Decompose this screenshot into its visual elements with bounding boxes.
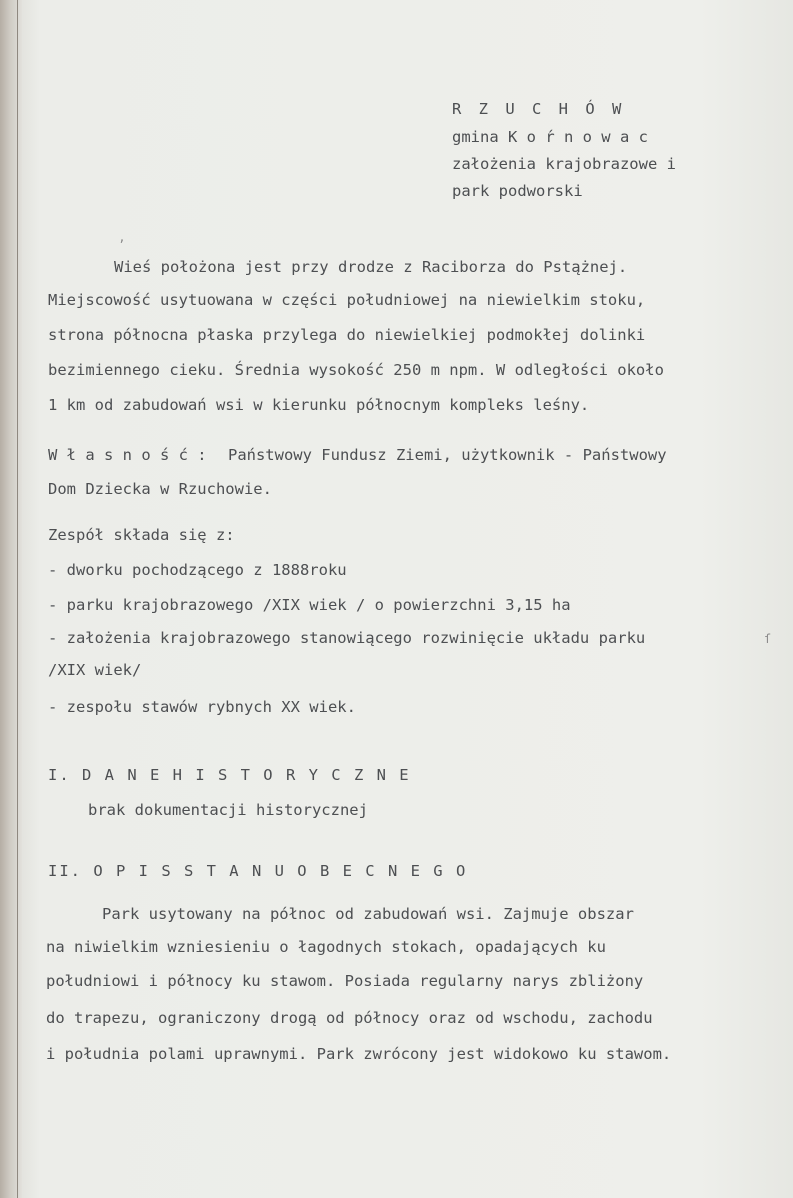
section-2-line-3: południowi i północy ku stawom. Posiada regularny narys zbliżony [46,972,644,990]
section-1-text: brak dokumentacji historycznej [88,801,368,819]
page-binding-edge [0,0,22,1198]
intro-line-2: Miejscowość usytuowana w części południowej na niewielkim stoku, [48,291,646,309]
section-2-line-5: i południa polami uprawnymi. Park zwrócony jest widokowo ku stawom. [46,1045,672,1063]
ownership-label: W ł a s n o ś ć : [48,446,207,464]
ownership-owner: Państwowy Fundusz Ziemi, użytkownik - Państwowy [227,446,667,464]
header-line-4: park podworski [452,182,583,200]
composition-item-4: - zespołu stawów rybnych XX wiek. [48,698,356,716]
composition-item-1: - dworku pochodzącego z 1888roku [48,561,347,579]
binding-fold-line [17,0,18,1198]
composition-item-2: - parku krajobrazowego /XIX wiek / o powierzchni 3,15 ha [48,596,571,614]
section-2-line-4: do trapezu, ograniczony drogą od północy oraz od wschodu, zachodu [46,1009,653,1027]
composition-item-3-cont: /XIX wiek/ [48,661,142,679]
intro-line-3: strona północna płaska przylega do niewielkiej podmokłej dolinki [48,326,646,344]
header-line-3: założenia krajobrazowe i [452,155,676,173]
ownership-line-2: Dom Dziecka w Rzuchowie. [48,480,272,498]
stray-pen-mark: ʼ [118,238,126,252]
composition-item-3: - założenia krajobrazowego stanowiącego rozwinięcie układu parku [48,629,646,647]
margin-mark: ſ [764,632,772,646]
commune-line: gmina K o ́r n o w a c [452,128,648,146]
intro-line-5: 1 km od zabudowań wsi w kierunku północnym kompleks leśny. [48,396,590,414]
intro-line-1: Wieś położona jest przy drodze z Raciborza do Pstążnej. [114,258,628,276]
section-2-heading: II. O P I S S T A N U O B E C N E G O [48,862,468,880]
section-1-heading: I. D A N E H I S T O R Y C Z N E [48,766,411,784]
ownership-line-1 [48,445,667,465]
section-2-line-2: na niwielkim wzniesieniu o łagodnych stokach, opadających ku [46,938,606,956]
document-title: R Z U C H Ó W [452,100,626,118]
intro-line-4: bezimiennego cieku. Średnia wysokość 250 m npm. W odległości około [48,361,664,379]
composition-heading: Zespół składa się z: [48,526,235,544]
section-2-line-1: Park usytowany na północ od zabudowań wsi. Zajmuje obszar [102,905,634,923]
